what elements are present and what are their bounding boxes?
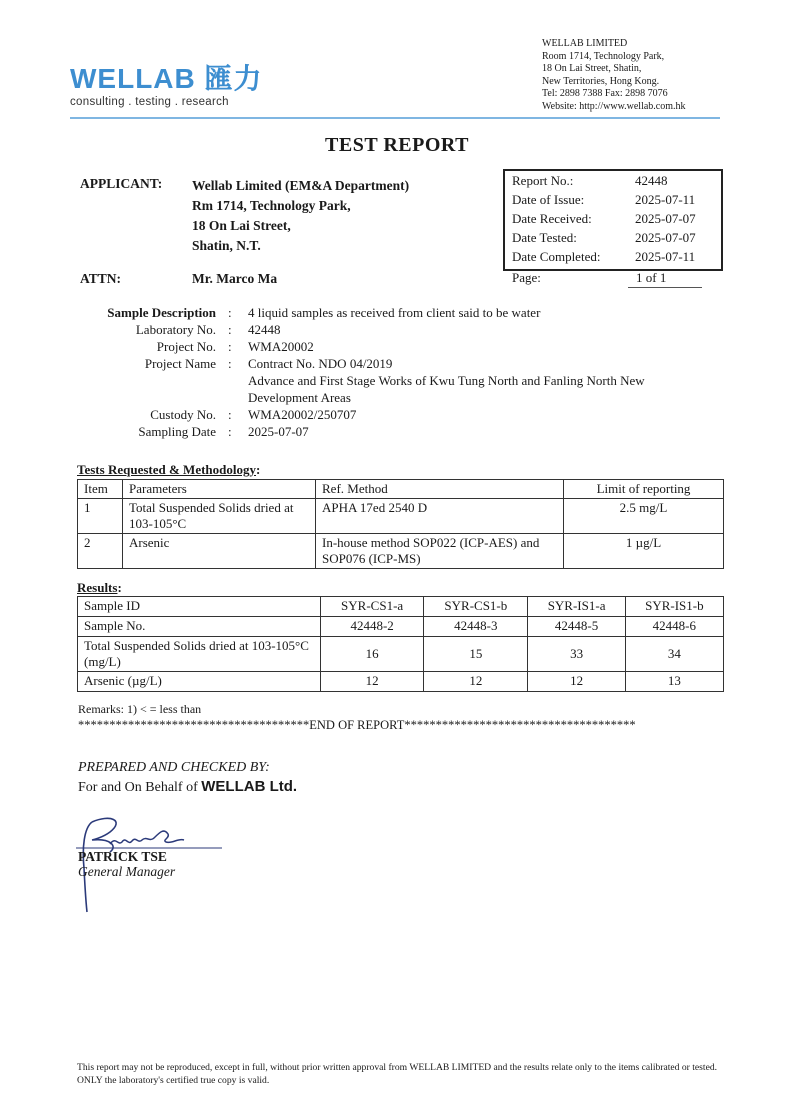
results-title-colon: : [117,580,122,595]
results-cell: 42448-3 [424,617,528,637]
company-info-line: Room 1714, Technology Park, [542,50,665,62]
sampling-date-label: Sampling Date [138,424,216,439]
project-no-label: Project No. [156,339,216,354]
signer-title: General Manager [78,864,176,879]
project-no-value: WMA20002 [248,339,314,354]
results-cell: 42448-5 [528,617,625,637]
colon: : [228,356,232,371]
on-behalf-line [78,778,297,796]
report-row [505,230,721,249]
report-key: Date Tested: [512,230,577,245]
report-value: 2025-07-11 [635,249,696,264]
results-table [77,596,724,692]
custody-no-value: WMA20002/250707 [248,407,357,422]
results-label: Total Suspended Solids dried at 103-105°C (mg/L) [78,637,321,672]
behalf-prefix: For and On Behalf of [78,780,202,795]
report-key: Report No.: [512,173,574,188]
results-title-text: Results [77,580,118,595]
applicant-line: Rm 1714, Technology Park, [192,198,351,213]
lab-no-value: 42448 [248,322,281,337]
results-row [78,637,724,672]
sampling-date-value: 2025-07-07 [248,424,309,439]
end-of-report: *************************************END OF REPORT************************************* [78,718,636,732]
tests-header-cell: Parameters [123,480,316,499]
signer-name: PATRICK TSE [78,849,167,864]
report-value: 2025-07-11 [635,192,696,207]
custody-no-label: Custody No. [150,407,216,422]
logo-name: WELLAB 匯力 [70,63,263,94]
results-cell: 15 [424,637,528,672]
page-value: 1 of 1 [636,270,667,285]
sampling-date-row [70,423,730,440]
report-row [505,211,721,230]
results-cell: 12 [528,672,625,692]
tests-param: Total Suspended Solids dried at 103-105°C [123,499,316,534]
company-info-line: WELLAB LIMITED [542,38,628,49]
project-name-row [70,355,730,372]
behalf-company: WELLAB Ltd. [201,778,298,795]
tests-item: 2 [78,534,123,569]
company-info-line: Website: http://www.wellab.com.hk [542,100,686,112]
report-value: 42448 [635,173,668,188]
results-cell: 16 [321,637,424,672]
results-cell: SYR-IS1-a [528,597,625,617]
tests-param: Arsenic [123,534,316,569]
colon: : [228,407,232,422]
sample-description-value: 4 liquid samples as received from client said to be water [248,305,541,320]
results-row [78,597,724,617]
lab-no-label: Laboratory No. [135,322,216,337]
colon: : [228,322,232,337]
tests-table [77,479,724,569]
report-key: Date Completed: [512,249,601,264]
applicant-label: APPLICANT: [80,176,163,191]
project-no-row [70,338,730,355]
results-cell: SYR-CS1-a [321,597,424,617]
tests-title-text: Tests Requested & Methodology [77,462,256,477]
company-info-line: New Territories, Hong Kong. [542,75,660,87]
tests-row [78,499,724,534]
project-name-row [70,389,730,406]
applicant-line: Shatin, N.T. [192,238,261,253]
tests-limit: 1 µg/L [564,534,724,569]
tests-header-row [78,480,724,499]
company-info-line: Tel: 2898 7388 Fax: 2898 7076 [542,88,668,100]
project-name-line: Development Areas [248,390,351,405]
applicant-line: Wellab Limited (EM&A Department) [192,178,410,193]
project-name-row [70,372,730,389]
report-value: 2025-07-07 [635,211,696,226]
results-cell: 13 [625,672,723,692]
results-label: Sample No. [78,617,321,637]
report-row [505,173,721,192]
footer-disclaimer: This report may not be reproduced, except in full, without prior written approval from WELLAB LIMITED and the results relate only to the items calibrated or tested. ONLY the laboratory's certified true copy is valid. [77,1062,718,1086]
colon: : [228,424,232,439]
report-row [505,249,721,268]
header-divider [70,117,720,119]
tests-method: In-house method SOP022 (ICP-AES) and SOP076 (ICP-MS) [316,534,564,569]
company-info-line: 18 On Lai Street, Shatin, [542,63,642,75]
project-name-line: Advance and First Stage Works of Kwu Tung North and Fanling North New [248,373,645,388]
results-cell: 12 [424,672,528,692]
results-row [78,672,724,692]
page-label: Page: [512,270,541,285]
colon: : [228,339,232,354]
report-value: 2025-07-07 [635,230,696,245]
page-title: TEST REPORT [325,134,469,156]
tests-header-cell: Ref. Method [316,480,564,499]
lab-no-row [70,321,730,338]
tests-section-title [77,462,260,478]
results-cell: 34 [625,637,723,672]
results-cell: 12 [321,672,424,692]
applicant-address [192,176,409,256]
results-section-title [77,580,122,596]
results-cell: SYR-IS1-b [625,597,723,617]
results-row [78,617,724,637]
attn-value: Mr. Marco Ma [192,271,278,286]
page-underline [628,287,702,288]
attn-label: ATTN: [80,271,122,286]
results-cell: 42448-2 [321,617,424,637]
results-cell: 42448-6 [625,617,723,637]
company-address-block [542,38,686,114]
results-cell: 33 [528,637,625,672]
sample-description-label: Sample Description [107,305,216,320]
prepared-by-label: PREPARED AND CHECKED BY: [78,760,270,775]
report-row [505,192,721,211]
sample-details [70,304,730,440]
results-label: Arsenic (µg/L) [78,672,321,692]
project-name-line: Contract No. NDO 04/2019 [248,356,393,371]
sample-description-row [70,304,730,321]
report-key: Date Received: [512,211,592,226]
remarks: Remarks: 1) < = less than [78,702,202,716]
tests-title-colon: : [256,462,261,477]
tests-item: 1 [78,499,123,534]
tests-method: APHA 17ed 2540 D [316,499,564,534]
report-info-box [503,169,723,271]
applicant-line: 18 On Lai Street, [192,218,291,233]
logo-tagline: consulting . testing . research [70,96,229,108]
report-key: Date of Issue: [512,192,585,207]
results-cell: SYR-CS1-b [424,597,528,617]
company-logo [70,64,263,108]
tests-row [78,534,724,569]
results-label: Sample ID [78,597,321,617]
custody-no-row [70,406,730,423]
colon: : [228,305,232,320]
tests-header-cell: Item [78,480,123,499]
project-name-label: Project Name [144,356,216,371]
tests-header-cell: Limit of reporting [564,480,724,499]
tests-limit: 2.5 mg/L [564,499,724,534]
